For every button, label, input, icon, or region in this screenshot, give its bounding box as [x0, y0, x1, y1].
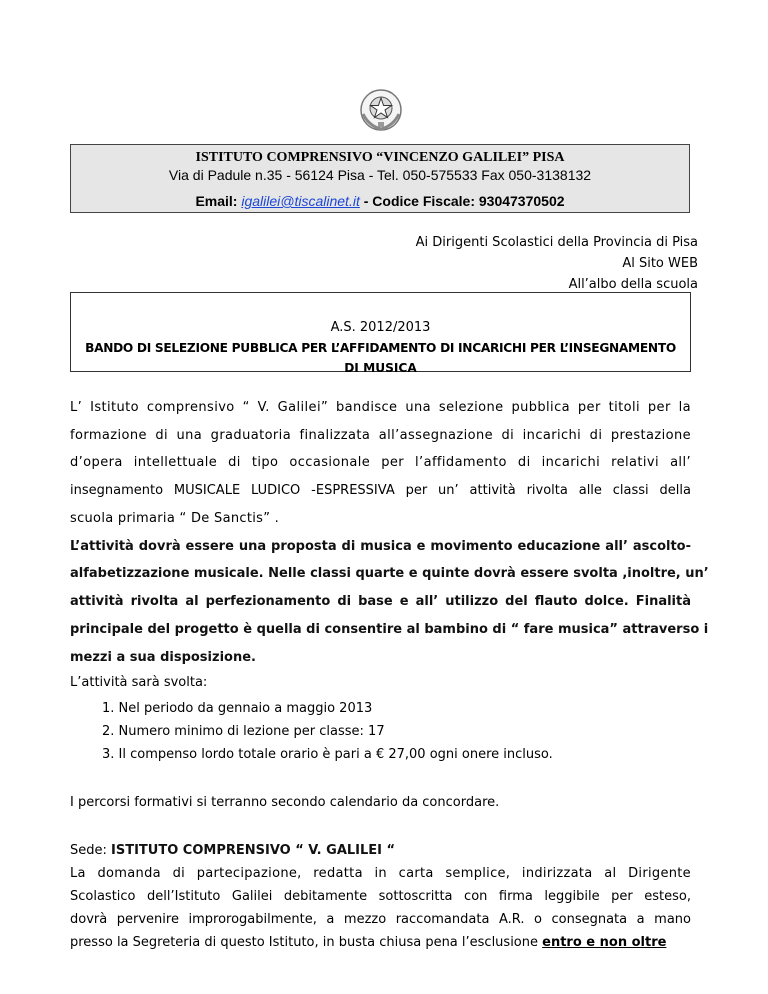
school-contacts [71, 193, 689, 209]
school-header [70, 144, 690, 213]
intro-line: d’opera intellettuale di tipo occasionale per l’affidamento di incarichi relativi all’ [70, 455, 691, 470]
recipient-line: Ai Dirigenti Scolastici della Provincia di Pisa [415, 235, 698, 250]
intro-line: L’ Istituto comprensivo “ V. Galilei” bandisce una selezione pubblica per titoli per la [70, 400, 691, 415]
intro-line: insegnamento MUSICALE LUDICO -ESPRESSIVA per un’ attività rivolta alle classi della [70, 483, 691, 498]
application-line: La domanda di partecipazione, redatta in carta semplice, indirizzata al Dirigente [70, 866, 691, 881]
bold-line: mezzi a sua disposizione. [70, 650, 256, 665]
republic-emblem-icon [359, 88, 403, 132]
schedule-note: I percorsi formativi si terranno secondo calendario da concordare. [70, 795, 500, 810]
email-label: Email: [195, 193, 242, 209]
deadline-text: entro e non oltre [542, 935, 667, 950]
school-year: A.S. 2012/2013 [330, 320, 431, 335]
recipient-line: Al Sito WEB [622, 256, 698, 271]
application-line [70, 935, 691, 950]
application-text: presso la Segreteria di questo Istituto, in busta chiusa pena l’esclusione [70, 935, 543, 950]
bold-line: attività rivolta al perfezionamento di base e all’ utilizzo del flauto dolce. Finalità [70, 594, 691, 609]
application-line: dovrà pervenire improrogabilmente, a mezzo raccomandata A.R. o consegnata a mano [70, 912, 691, 927]
activity-intro: L’attività sarà svolta: [70, 675, 208, 690]
school-name: ISTITUTO COMPRENSIVO “VINCENZO GALILEI” PISA [195, 150, 565, 165]
application-line: Scolastico dell’Istituto Galilei debitamente sottoscritta con firma leggibile per esteso, [70, 889, 691, 904]
announcement-title-box [70, 292, 691, 375]
announcement-title: BANDO DI SELEZIONE PUBBLICA PER L’AFFIDAMENTO DI INCARICHI PER L’INSEGNAMENTO [85, 341, 676, 355]
bold-line: L’attività dovrà essere una proposta di musica e movimento educazione all’ ascolto- [70, 539, 691, 554]
list-item: 3. Il compenso lordo totale orario è pari a € 27,00 ogni onere incluso. [102, 747, 553, 762]
fiscal-code: - Codice Fiscale: 93047370502 [359, 193, 565, 209]
bold-line: alfabetizzazione musicale. Nelle classi quarte e quinte dovrà essere svolta ,inoltre, un’ [70, 566, 709, 581]
recipients-block [416, 232, 698, 295]
seat-label: Sede: [70, 843, 112, 858]
intro-line: scuola primaria “ De Sanctis” . [70, 511, 280, 526]
recipient-line: All’albo della scuola [568, 277, 698, 292]
email-link[interactable]: igalilei@tiscalinet.it [241, 193, 360, 209]
intro-line: formazione di una graduatoria finalizzata all’assegnazione di incarichi di prestazione [70, 428, 691, 443]
announcement-title-cont: DI MUSICA [344, 361, 417, 375]
bold-line: principale del progetto è quella di consentire al bambino di “ fare musica” attraverso i [70, 622, 709, 637]
school-address: Via di Padule n.35 - 56124 Pisa - Tel. 050-575533 Fax 050-3138132 [168, 167, 592, 183]
list-item: 1. Nel periodo da gennaio a maggio 2013 [102, 701, 373, 716]
seat-value: ISTITUTO COMPRENSIVO “ V. GALILEI “ [111, 843, 396, 858]
seat-line [70, 843, 691, 858]
list-item: 2. Numero minimo di lezione per classe: 17 [102, 724, 385, 739]
